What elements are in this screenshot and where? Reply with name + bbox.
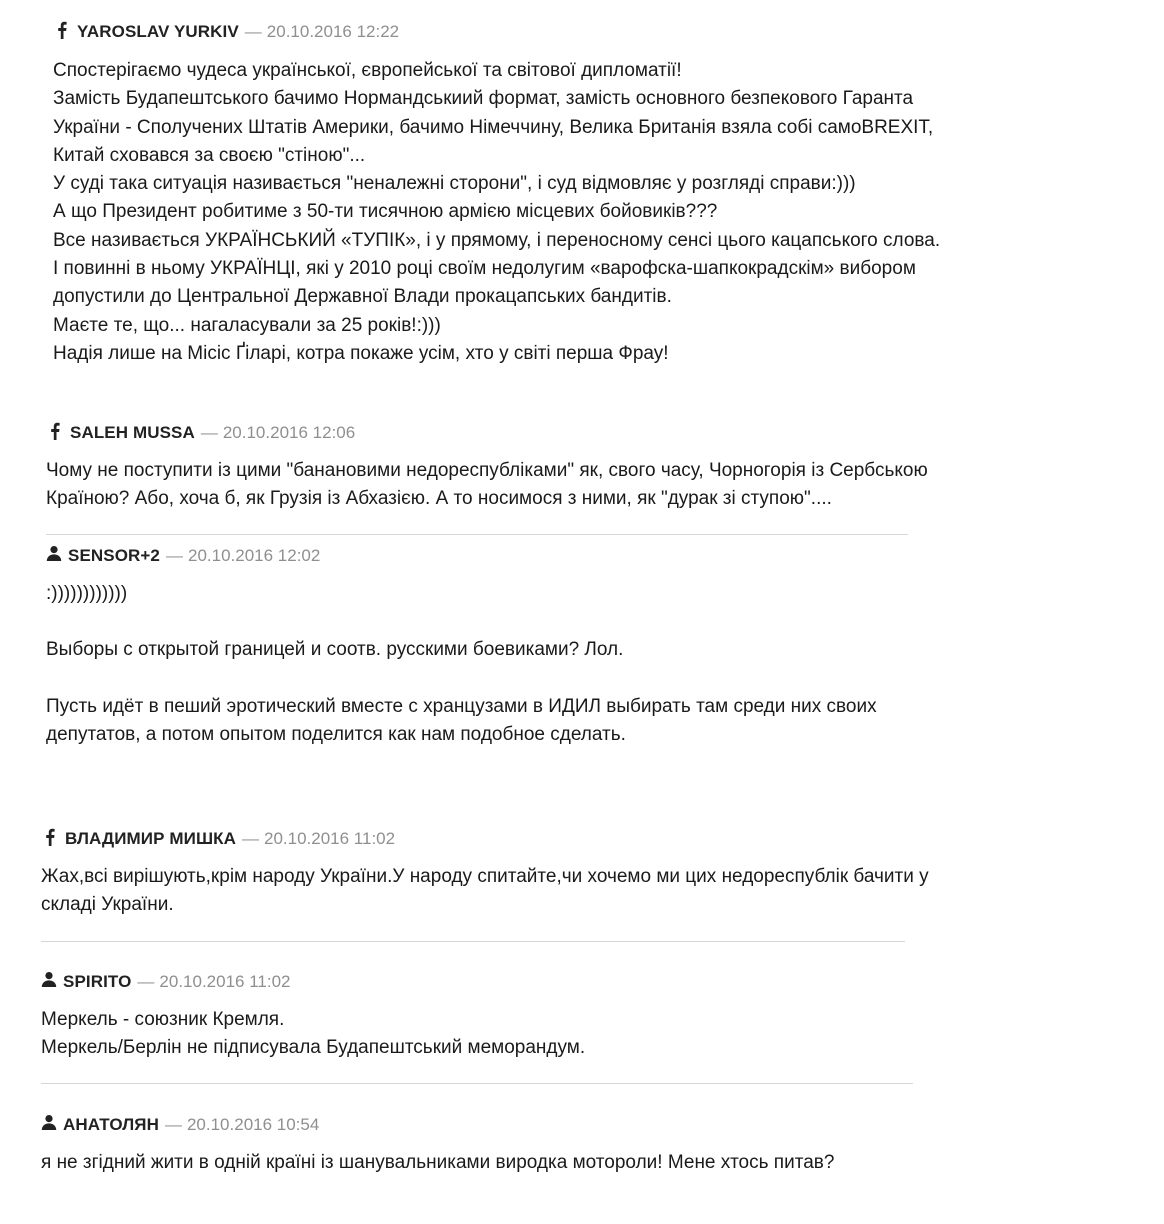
comment-line: Країною? Або, хоча б, як Грузія із Абхазією. А то носимося з ними, як "дурак зі ступою".... [46, 488, 832, 510]
comment-line: Замість Будапештського бачимо Нормандськиий формат, замість основного безпекового Гаранта [53, 88, 914, 110]
comment-line: Меркель/Берлін не підписувала Будапештський меморандум. [41, 1037, 586, 1059]
comment-line: Надія лише на Місіс Ґіларі, котра покаже усім, хто у світі перша Фрау! [53, 342, 669, 364]
paragraph-gap [46, 665, 877, 693]
comment-line: Спостерігаємо чудеса української, європейської та світової дипломатії! [53, 60, 682, 81]
comment-line: Чому не поступити із цими "банановими недореспубліками" як, свого часу, Чорногорія із Сербською [46, 460, 928, 481]
comment-divider [46, 534, 908, 535]
user-icon [41, 971, 57, 989]
comment-line: України - Сполучених Штатів Америки, бачимо Німеччину, Велика Британія взяла собі самоBREXIT, [53, 116, 934, 138]
user-icon [46, 545, 62, 563]
comment-item [41, 1115, 834, 1177]
comment-item [46, 423, 928, 514]
user-icon [41, 1114, 57, 1132]
comment-date: 20.10.2016 12:02 [187, 546, 321, 565]
meta-separator: — [164, 1115, 182, 1134]
meta-separator: — [244, 22, 262, 41]
comment-divider [41, 941, 905, 942]
comment-body [53, 57, 940, 368]
comment-line: І повинні в ньому УКРАЇНЦІ, які у 2010 році своїм недолугим «варофска-шапкокрадскім» вибором [53, 258, 916, 280]
comment-line: Все називається УКРАЇНСЬКИЙ «ТУПІК», і у прямому, і переносному сенсі цього кацапського слова. [53, 229, 941, 251]
comment-header [50, 423, 928, 443]
comment-author[interactable]: SENSOR+2 [68, 546, 160, 565]
comment-body [41, 1149, 834, 1177]
meta-separator: — [241, 829, 259, 848]
comment-body [46, 580, 877, 749]
comment-item [46, 546, 877, 749]
comment-header [41, 972, 585, 992]
comment-line: депутатов, а потом опытом поделится как нам подобное сделать. [46, 723, 626, 745]
meta-separator: — [165, 546, 183, 565]
comment-author[interactable]: ВЛАДИМИР МИШКА [65, 829, 236, 848]
comment-line: Маєте те, що... нагаласували за 25 років!:))) [53, 314, 441, 336]
comment-line: :)))))))))))) [46, 583, 128, 604]
comment-line: складі України. [41, 894, 174, 916]
comment-item [41, 972, 585, 1063]
comment-line: Китай сховався за своєю "стіною"... [53, 144, 366, 166]
comment-author[interactable]: SPIRITO [63, 972, 132, 991]
comment-date: 20.10.2016 12:22 [266, 22, 400, 41]
facebook-icon [57, 21, 71, 39]
comment-header [57, 22, 940, 42]
comment-date: 20.10.2016 11:02 [263, 829, 396, 848]
comment-author[interactable]: SALEH MUSSA [70, 423, 195, 442]
comment-author[interactable]: АНАТОЛЯН [63, 1115, 159, 1134]
comment-date: 20.10.2016 11:02 [159, 972, 291, 991]
comment-body [41, 863, 929, 920]
facebook-icon [45, 828, 59, 846]
comment-header [41, 1115, 834, 1135]
comment-line: Пусть идёт в пеший эротический вместе с хранцузами в ИДИЛ выбирать там среди них своих [46, 695, 877, 717]
comment-date: 20.10.2016 12:06 [222, 423, 356, 442]
comment-item [53, 22, 940, 368]
comment-line: допустили до Центральної Державної Влади прокацапських бандитів. [53, 286, 672, 308]
comment-author[interactable]: YAROSLAV YURKIV [77, 22, 239, 41]
comment-line: Меркель - союзник Кремля. [41, 1009, 285, 1030]
meta-separator: — [200, 423, 218, 442]
paragraph-gap [46, 608, 877, 636]
comment-date: 20.10.2016 10:54 [186, 1115, 320, 1134]
comment-body [46, 457, 928, 514]
facebook-icon [50, 422, 64, 440]
comment-divider [41, 1083, 913, 1084]
comment-line: Жах,всі вирішують,крім народу України.У народу спитайте,чи хочемо ми цих недореспублік бачити у [41, 866, 929, 887]
comment-header [45, 829, 929, 849]
comment-line: Выборы с открытой границей и соотв. русскими боевиками? Лол. [46, 639, 624, 661]
comment-line: А що Президент робитиме з 50-ти тисячною армією місцевих бойовиків??? [53, 201, 718, 223]
comment-header [46, 546, 877, 566]
comment-body [41, 1006, 585, 1063]
comment-item [41, 829, 929, 920]
comment-line: я не згідний жити в одній країні із шанувальниками виродка мотороли! Мене хтось питав? [41, 1152, 835, 1173]
meta-separator: — [137, 972, 155, 991]
comment-line: У суді така ситуація називається "неналежні сторони", і суд відмовляє у розгляді справи:))) [53, 173, 856, 195]
